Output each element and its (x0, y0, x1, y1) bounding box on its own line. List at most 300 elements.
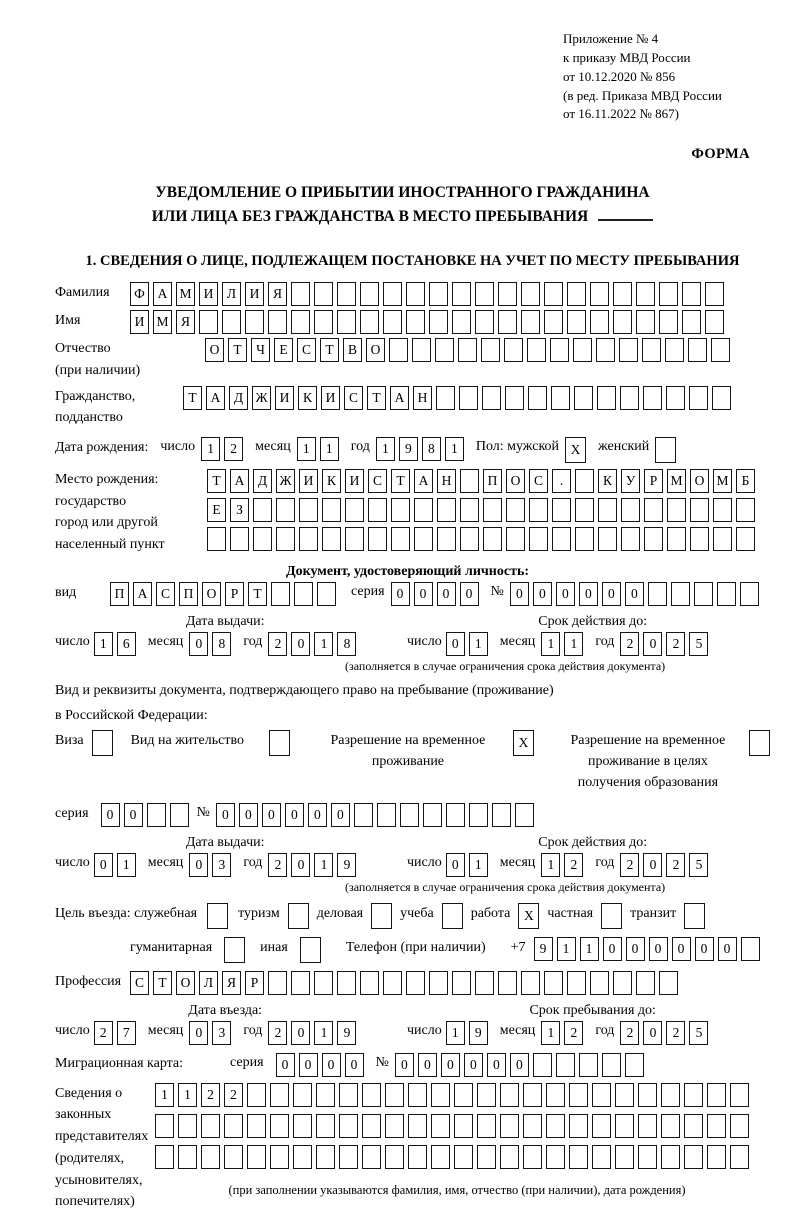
patronymic-cell[interactable] (619, 338, 638, 362)
stay-year-cell[interactable]: 2 (666, 1021, 685, 1045)
birthplace-cell[interactable]: И (299, 469, 318, 493)
representative-cell[interactable] (730, 1083, 749, 1107)
representative-cell[interactable] (385, 1083, 404, 1107)
patronymic-cell[interactable]: О (366, 338, 385, 362)
representative-cell[interactable] (316, 1145, 335, 1169)
temp-residence-checkbox[interactable]: X (513, 730, 534, 756)
representative-cell[interactable] (270, 1114, 289, 1138)
birthplace-cell[interactable]: М (713, 469, 732, 493)
representative-cell[interactable]: 1 (178, 1083, 197, 1107)
doc-number-cell[interactable]: 0 (510, 582, 529, 606)
surname-cell[interactable] (475, 282, 494, 306)
migcard-number-cell[interactable]: 0 (395, 1053, 414, 1077)
entry-day-cell[interactable]: 2 (94, 1021, 113, 1045)
entry-year-cell[interactable]: 1 (314, 1021, 333, 1045)
citizenship-cell[interactable] (666, 386, 685, 410)
doc-valid-year-cell[interactable]: 2 (666, 632, 685, 656)
representative-cell[interactable] (523, 1114, 542, 1138)
permit-issue-year-cell[interactable]: 1 (314, 853, 333, 877)
phone-cell[interactable]: 0 (603, 937, 622, 961)
doc-issue-year-cell[interactable]: 1 (314, 632, 333, 656)
citizenship-cell[interactable]: Д (229, 386, 248, 410)
representative-cell[interactable] (201, 1145, 220, 1169)
representative-cell[interactable] (201, 1114, 220, 1138)
birthplace-cell[interactable]: Н (437, 469, 456, 493)
birthplace-cell[interactable] (644, 527, 663, 551)
birthplace-cell[interactable] (598, 527, 617, 551)
doc-issue-year-cell[interactable]: 8 (337, 632, 356, 656)
residence-permit-checkbox[interactable] (269, 730, 290, 756)
doc-series-cell[interactable]: 0 (437, 582, 456, 606)
doc-type-cell[interactable] (271, 582, 290, 606)
permit-valid-year-cell[interactable]: 0 (643, 853, 662, 877)
birthplace-cell[interactable] (575, 498, 594, 522)
stay-year-cell[interactable]: 0 (643, 1021, 662, 1045)
temp-residence-edu-checkbox[interactable] (749, 730, 770, 756)
profession-cell[interactable] (452, 971, 471, 995)
representative-cell[interactable] (247, 1145, 266, 1169)
purpose-official-checkbox[interactable] (207, 903, 228, 929)
birthplace-cell[interactable] (391, 498, 410, 522)
permit-series-cell[interactable]: 0 (101, 803, 120, 827)
surname-cell[interactable] (682, 282, 701, 306)
doc-number-cell[interactable]: 0 (602, 582, 621, 606)
sex-female-checkbox[interactable] (655, 437, 676, 463)
permit-issue-year-cell[interactable]: 9 (337, 853, 356, 877)
doc-type-cell[interactable]: О (202, 582, 221, 606)
birthplace-cell[interactable]: О (690, 469, 709, 493)
citizenship-cell[interactable] (643, 386, 662, 410)
citizenship-cell[interactable] (597, 386, 616, 410)
entry-month-cell[interactable]: 0 (189, 1021, 208, 1045)
patronymic-cell[interactable] (642, 338, 661, 362)
visa-checkbox[interactable] (92, 730, 113, 756)
doc-number-cell[interactable] (740, 582, 759, 606)
profession-cell[interactable]: С (130, 971, 149, 995)
birthplace-cell[interactable] (552, 498, 571, 522)
stay-month-cell[interactable]: 2 (564, 1021, 583, 1045)
name-cell[interactable] (314, 310, 333, 334)
name-cell[interactable] (659, 310, 678, 334)
permit-valid-year-cell[interactable]: 2 (620, 853, 639, 877)
representative-cell[interactable] (592, 1083, 611, 1107)
entry-month-cell[interactable]: 3 (212, 1021, 231, 1045)
birthplace-cell[interactable] (529, 527, 548, 551)
phone-cell[interactable]: 0 (672, 937, 691, 961)
representative-cell[interactable] (408, 1114, 427, 1138)
representative-cell[interactable] (385, 1114, 404, 1138)
permit-series-cell[interactable] (147, 803, 166, 827)
patronymic-cell[interactable] (458, 338, 477, 362)
doc-series-cell[interactable]: 0 (460, 582, 479, 606)
representative-cell[interactable] (385, 1145, 404, 1169)
citizenship-cell[interactable]: Т (183, 386, 202, 410)
birthplace-cell[interactable] (276, 498, 295, 522)
profession-cell[interactable] (383, 971, 402, 995)
stay-year-cell[interactable]: 2 (620, 1021, 639, 1045)
stay-month-cell[interactable]: 1 (541, 1021, 560, 1045)
birthplace-cell[interactable] (667, 527, 686, 551)
name-cell[interactable] (452, 310, 471, 334)
birthplace-cell[interactable] (621, 527, 640, 551)
patronymic-cell[interactable]: В (343, 338, 362, 362)
profession-cell[interactable] (360, 971, 379, 995)
permit-issue-day-cell[interactable]: 1 (117, 853, 136, 877)
birthplace-cell[interactable] (276, 527, 295, 551)
patronymic-cell[interactable] (665, 338, 684, 362)
doc-type-cell[interactable]: А (133, 582, 152, 606)
permit-series-cell[interactable]: 0 (124, 803, 143, 827)
surname-cell[interactable] (636, 282, 655, 306)
profession-cell[interactable]: Р (245, 971, 264, 995)
name-cell[interactable] (521, 310, 540, 334)
permit-issue-month-cell[interactable]: 3 (212, 853, 231, 877)
migcard-series-cell[interactable]: 0 (345, 1053, 364, 1077)
representative-cell[interactable] (638, 1145, 657, 1169)
birthplace-cell[interactable] (552, 527, 571, 551)
citizenship-cell[interactable] (574, 386, 593, 410)
name-cell[interactable]: И (130, 310, 149, 334)
citizenship-cell[interactable]: И (321, 386, 340, 410)
name-cell[interactable] (291, 310, 310, 334)
profession-cell[interactable] (636, 971, 655, 995)
doc-valid-year-cell[interactable]: 5 (689, 632, 708, 656)
patronymic-cell[interactable] (435, 338, 454, 362)
representative-cell[interactable] (362, 1145, 381, 1169)
citizenship-cell[interactable]: И (275, 386, 294, 410)
birth-month-cell[interactable]: 1 (320, 437, 339, 461)
surname-cell[interactable] (567, 282, 586, 306)
permit-valid-day-cell[interactable]: 1 (469, 853, 488, 877)
profession-cell[interactable] (475, 971, 494, 995)
birthplace-cell[interactable]: Р (644, 469, 663, 493)
birthplace-cell[interactable]: О (506, 469, 525, 493)
patronymic-cell[interactable]: Е (274, 338, 293, 362)
permit-valid-month-cell[interactable]: 1 (541, 853, 560, 877)
representative-cell[interactable] (431, 1145, 450, 1169)
patronymic-cell[interactable]: Т (228, 338, 247, 362)
birthplace-cell[interactable]: У (621, 469, 640, 493)
surname-cell[interactable] (337, 282, 356, 306)
name-cell[interactable] (222, 310, 241, 334)
doc-type-cell[interactable]: Т (248, 582, 267, 606)
birthplace-cell[interactable] (460, 469, 479, 493)
name-cell[interactable] (406, 310, 425, 334)
representative-cell[interactable] (408, 1083, 427, 1107)
birthplace-cell[interactable]: М (667, 469, 686, 493)
migcard-series-cell[interactable]: 0 (299, 1053, 318, 1077)
name-cell[interactable]: М (153, 310, 172, 334)
name-cell[interactable] (705, 310, 724, 334)
birthplace-cell[interactable]: Ж (276, 469, 295, 493)
representative-cell[interactable] (500, 1114, 519, 1138)
doc-series-cell[interactable]: 0 (414, 582, 433, 606)
birthplace-cell[interactable] (391, 527, 410, 551)
birthplace-cell[interactable] (598, 498, 617, 522)
surname-cell[interactable] (429, 282, 448, 306)
permit-number-cell[interactable] (354, 803, 373, 827)
patronymic-cell[interactable] (389, 338, 408, 362)
permit-number-cell[interactable] (446, 803, 465, 827)
representative-cell[interactable] (362, 1083, 381, 1107)
birthplace-cell[interactable]: П (483, 469, 502, 493)
representative-cell[interactable] (270, 1145, 289, 1169)
migcard-number-cell[interactable] (625, 1053, 644, 1077)
birthplace-cell[interactable] (368, 527, 387, 551)
name-cell[interactable] (567, 310, 586, 334)
permit-series-cell[interactable] (170, 803, 189, 827)
birthplace-cell[interactable]: Б (736, 469, 755, 493)
doc-valid-month-cell[interactable]: 1 (541, 632, 560, 656)
representative-cell[interactable] (684, 1114, 703, 1138)
birthplace-cell[interactable]: . (552, 469, 571, 493)
citizenship-cell[interactable] (436, 386, 455, 410)
birthplace-cell[interactable]: Т (391, 469, 410, 493)
surname-cell[interactable] (590, 282, 609, 306)
purpose-transit-checkbox[interactable] (684, 903, 705, 929)
citizenship-cell[interactable]: К (298, 386, 317, 410)
representative-cell[interactable] (454, 1145, 473, 1169)
representative-cell[interactable] (155, 1114, 174, 1138)
surname-cell[interactable] (705, 282, 724, 306)
birthplace-cell[interactable] (644, 498, 663, 522)
birthplace-cell[interactable] (253, 498, 272, 522)
doc-number-cell[interactable] (717, 582, 736, 606)
representative-cell[interactable] (362, 1114, 381, 1138)
doc-type-cell[interactable]: С (156, 582, 175, 606)
stay-day-cell[interactable]: 1 (446, 1021, 465, 1045)
doc-series-cell[interactable]: 0 (391, 582, 410, 606)
representative-cell[interactable] (270, 1083, 289, 1107)
surname-cell[interactable] (659, 282, 678, 306)
permit-number-cell[interactable]: 0 (285, 803, 304, 827)
migcard-number-cell[interactable]: 0 (441, 1053, 460, 1077)
doc-issue-month-cell[interactable]: 8 (212, 632, 231, 656)
permit-number-cell[interactable]: 0 (239, 803, 258, 827)
representative-cell[interactable]: 2 (224, 1083, 243, 1107)
birthplace-cell[interactable] (437, 498, 456, 522)
migcard-number-cell[interactable] (556, 1053, 575, 1077)
doc-type-cell[interactable] (317, 582, 336, 606)
doc-number-cell[interactable]: 0 (625, 582, 644, 606)
birthplace-cell[interactable]: Т (207, 469, 226, 493)
representative-cell[interactable] (615, 1145, 634, 1169)
representative-cell[interactable] (661, 1114, 680, 1138)
patronymic-cell[interactable]: С (297, 338, 316, 362)
birthplace-cell[interactable] (368, 498, 387, 522)
purpose-tourism-checkbox[interactable] (288, 903, 309, 929)
migcard-number-cell[interactable]: 0 (510, 1053, 529, 1077)
name-cell[interactable] (590, 310, 609, 334)
birthplace-cell[interactable] (460, 498, 479, 522)
doc-issue-day-cell[interactable]: 1 (94, 632, 113, 656)
representative-cell[interactable] (546, 1145, 565, 1169)
permit-number-cell[interactable] (492, 803, 511, 827)
representative-cell[interactable] (316, 1083, 335, 1107)
profession-cell[interactable] (567, 971, 586, 995)
purpose-study-checkbox[interactable] (442, 903, 463, 929)
permit-number-cell[interactable]: 0 (308, 803, 327, 827)
representative-cell[interactable] (638, 1114, 657, 1138)
migcard-number-cell[interactable]: 0 (418, 1053, 437, 1077)
profession-cell[interactable]: Я (222, 971, 241, 995)
representative-cell[interactable] (661, 1145, 680, 1169)
doc-type-cell[interactable]: П (179, 582, 198, 606)
name-cell[interactable] (613, 310, 632, 334)
profession-cell[interactable] (498, 971, 517, 995)
permit-issue-year-cell[interactable]: 0 (291, 853, 310, 877)
name-cell[interactable] (360, 310, 379, 334)
patronymic-cell[interactable]: Ч (251, 338, 270, 362)
profession-cell[interactable] (268, 971, 287, 995)
birthplace-cell[interactable] (713, 498, 732, 522)
surname-cell[interactable] (314, 282, 333, 306)
patronymic-cell[interactable] (527, 338, 546, 362)
permit-issue-day-cell[interactable]: 0 (94, 853, 113, 877)
birthplace-cell[interactable] (414, 527, 433, 551)
doc-type-cell[interactable] (294, 582, 313, 606)
doc-valid-year-cell[interactable]: 2 (620, 632, 639, 656)
name-cell[interactable]: Я (176, 310, 195, 334)
representative-cell[interactable] (178, 1145, 197, 1169)
birthplace-cell[interactable] (736, 527, 755, 551)
representative-cell[interactable] (569, 1114, 588, 1138)
surname-cell[interactable]: И (245, 282, 264, 306)
representative-cell[interactable] (615, 1114, 634, 1138)
citizenship-cell[interactable] (482, 386, 501, 410)
doc-issue-year-cell[interactable]: 0 (291, 632, 310, 656)
sex-male-checkbox[interactable]: X (565, 437, 586, 463)
birthplace-cell[interactable]: И (345, 469, 364, 493)
surname-cell[interactable]: М (176, 282, 195, 306)
migcard-number-cell[interactable] (533, 1053, 552, 1077)
birth-year-cell[interactable]: 9 (399, 437, 418, 461)
representative-cell[interactable]: 2 (201, 1083, 220, 1107)
surname-cell[interactable]: А (153, 282, 172, 306)
doc-valid-month-cell[interactable]: 1 (564, 632, 583, 656)
citizenship-cell[interactable] (528, 386, 547, 410)
representative-cell[interactable] (500, 1145, 519, 1169)
permit-valid-year-cell[interactable]: 2 (666, 853, 685, 877)
birthplace-cell[interactable] (667, 498, 686, 522)
entry-day-cell[interactable]: 7 (117, 1021, 136, 1045)
representative-cell[interactable] (707, 1083, 726, 1107)
entry-year-cell[interactable]: 9 (337, 1021, 356, 1045)
representative-cell[interactable] (339, 1145, 358, 1169)
patronymic-cell[interactable] (688, 338, 707, 362)
birthplace-cell[interactable] (345, 527, 364, 551)
permit-number-cell[interactable] (515, 803, 534, 827)
permit-valid-month-cell[interactable]: 2 (564, 853, 583, 877)
birth-day-cell[interactable]: 2 (224, 437, 243, 461)
birthplace-cell[interactable] (483, 498, 502, 522)
citizenship-cell[interactable]: Т (367, 386, 386, 410)
patronymic-cell[interactable]: Т (320, 338, 339, 362)
migcard-number-cell[interactable] (602, 1053, 621, 1077)
citizenship-cell[interactable] (712, 386, 731, 410)
name-cell[interactable] (268, 310, 287, 334)
representative-cell[interactable] (477, 1114, 496, 1138)
doc-valid-year-cell[interactable]: 0 (643, 632, 662, 656)
birthplace-cell[interactable] (575, 469, 594, 493)
permit-valid-day-cell[interactable]: 0 (446, 853, 465, 877)
representative-cell[interactable] (500, 1083, 519, 1107)
citizenship-cell[interactable] (620, 386, 639, 410)
patronymic-cell[interactable] (573, 338, 592, 362)
name-cell[interactable] (636, 310, 655, 334)
profession-cell[interactable] (544, 971, 563, 995)
doc-number-cell[interactable] (694, 582, 713, 606)
phone-cell[interactable]: 9 (534, 937, 553, 961)
birthplace-cell[interactable] (414, 498, 433, 522)
profession-cell[interactable] (521, 971, 540, 995)
birthplace-cell[interactable] (299, 527, 318, 551)
representative-cell[interactable] (638, 1083, 657, 1107)
citizenship-cell[interactable] (505, 386, 524, 410)
representative-cell[interactable] (293, 1114, 312, 1138)
representative-cell[interactable] (707, 1114, 726, 1138)
entry-year-cell[interactable]: 2 (268, 1021, 287, 1045)
migcard-number-cell[interactable]: 0 (487, 1053, 506, 1077)
purpose-private-checkbox[interactable] (601, 903, 622, 929)
doc-issue-day-cell[interactable]: 6 (117, 632, 136, 656)
representative-cell[interactable]: 1 (155, 1083, 174, 1107)
migcard-series-cell[interactable]: 0 (322, 1053, 341, 1077)
birthplace-cell[interactable] (460, 527, 479, 551)
migcard-series-cell[interactable]: 0 (276, 1053, 295, 1077)
birthplace-cell[interactable] (713, 527, 732, 551)
representative-cell[interactable] (684, 1083, 703, 1107)
representative-cell[interactable] (615, 1083, 634, 1107)
birthplace-cell[interactable] (437, 527, 456, 551)
citizenship-cell[interactable] (551, 386, 570, 410)
profession-cell[interactable] (613, 971, 632, 995)
stay-year-cell[interactable]: 5 (689, 1021, 708, 1045)
representative-cell[interactable] (178, 1114, 197, 1138)
profession-cell[interactable] (659, 971, 678, 995)
stay-day-cell[interactable]: 9 (469, 1021, 488, 1045)
name-cell[interactable] (199, 310, 218, 334)
birthplace-cell[interactable] (322, 498, 341, 522)
representative-cell[interactable] (155, 1145, 174, 1169)
profession-cell[interactable] (590, 971, 609, 995)
migcard-number-cell[interactable] (579, 1053, 598, 1077)
phone-cell[interactable] (741, 937, 760, 961)
purpose-humanitarian-checkbox[interactable] (224, 937, 245, 963)
birth-month-cell[interactable]: 1 (297, 437, 316, 461)
birthplace-cell[interactable] (207, 527, 226, 551)
birthplace-cell[interactable]: А (230, 469, 249, 493)
surname-cell[interactable]: Ф (130, 282, 149, 306)
surname-cell[interactable] (291, 282, 310, 306)
birthplace-cell[interactable] (529, 498, 548, 522)
permit-number-cell[interactable]: 0 (216, 803, 235, 827)
birthplace-cell[interactable] (253, 527, 272, 551)
birthplace-cell[interactable] (621, 498, 640, 522)
patronymic-cell[interactable]: О (205, 338, 224, 362)
birth-year-cell[interactable]: 8 (422, 437, 441, 461)
birth-year-cell[interactable]: 1 (445, 437, 464, 461)
citizenship-cell[interactable]: А (206, 386, 225, 410)
profession-cell[interactable] (314, 971, 333, 995)
permit-number-cell[interactable] (469, 803, 488, 827)
citizenship-cell[interactable]: А (390, 386, 409, 410)
representative-cell[interactable] (431, 1114, 450, 1138)
purpose-work-checkbox[interactable]: X (518, 903, 539, 929)
birth-year-cell[interactable]: 1 (376, 437, 395, 461)
birthplace-cell[interactable] (506, 527, 525, 551)
birthplace-cell[interactable]: Е (207, 498, 226, 522)
